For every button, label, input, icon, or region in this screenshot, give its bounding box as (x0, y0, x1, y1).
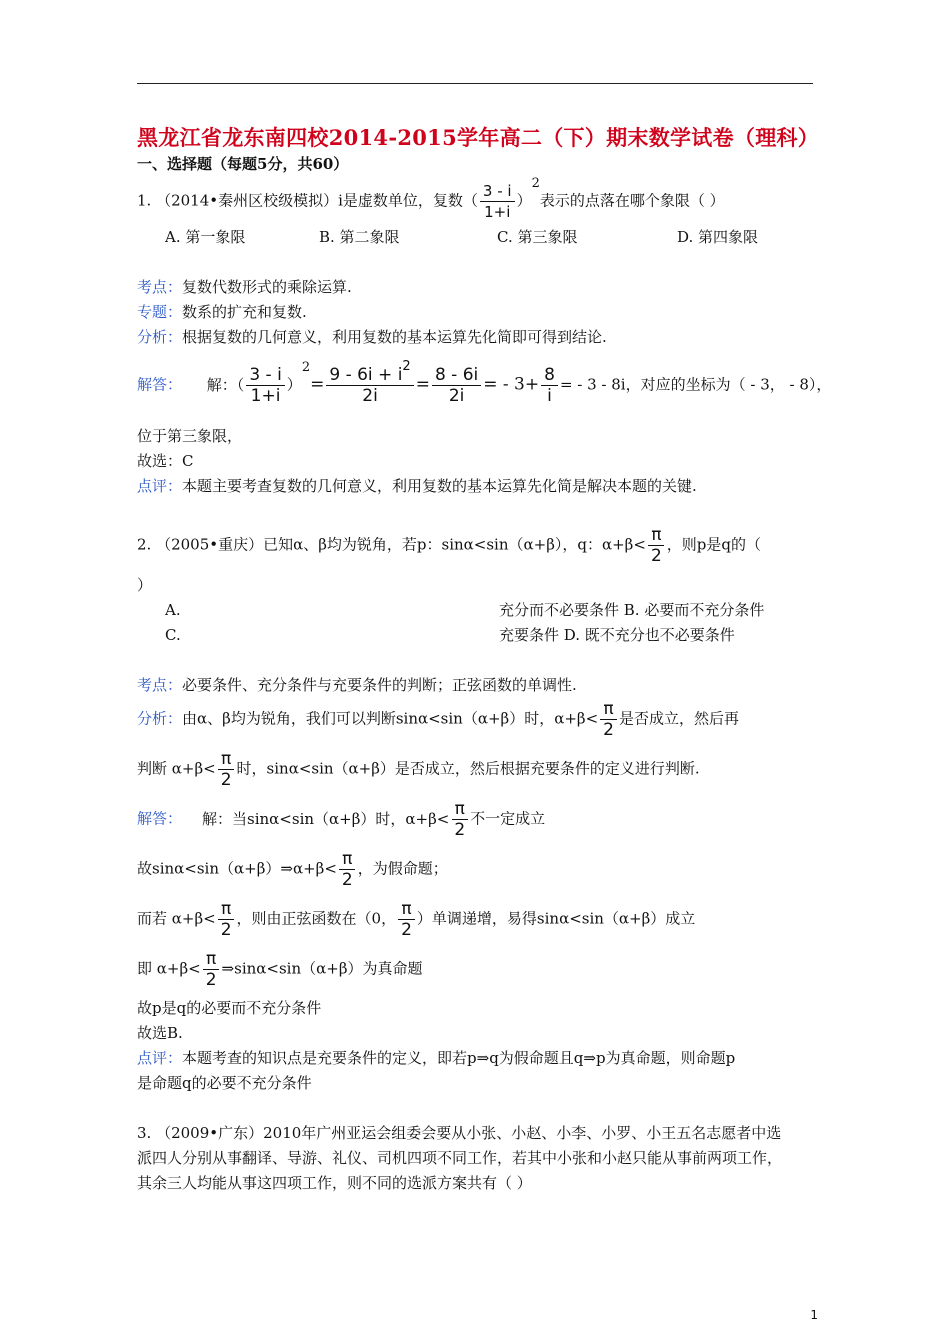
q2-fenxi-line-2 (137, 750, 700, 789)
q2-dianping (137, 1048, 735, 1068)
q2-l3-text-c: ）单调递增，易得sinα<sin（α+β）成立 (416, 909, 696, 928)
fenxi-label: 分析： (137, 709, 183, 728)
pi-num: π (218, 750, 234, 770)
q1-jieda-eq-2: = (415, 374, 430, 395)
q1-jieda-paren: ） (286, 375, 302, 394)
zhuanti-label: 专题： (137, 303, 183, 321)
q2-jieda-text-a: 解：当sinα<sin（α+β）时，α+β< (202, 809, 450, 828)
q1-option-d: D. 第四象限 (677, 228, 759, 246)
kaodian-label: 考点： (137, 676, 183, 694)
pi-num: π (203, 950, 219, 970)
pi-den: 2 (205, 970, 217, 990)
q2-jieda-line-5: 故p是q的必要而不充分条件 (137, 999, 322, 1017)
pi-den: 2 (220, 770, 232, 790)
q2-dianping-text: 本题考查的知识点是充要条件的定义，即若p⇒q为假命题且q⇒p为真命题，则命题p (182, 1049, 736, 1067)
q1-paren: ） (516, 191, 532, 210)
pi-den: 2 (401, 920, 412, 940)
q1-stem-text: 1. （2014•秦州区校级模拟）i是虚数单位，复数（ (137, 191, 478, 210)
fenxi-label: 分析： (137, 328, 183, 346)
pi-den: 2 (341, 870, 353, 890)
q1-jieda-exponent-2: 2 (402, 359, 411, 374)
q2-option-a-b: 充分而不必要条件 B. 必要而不充分条件 (499, 601, 765, 619)
q1-jieda-fraction-4-num: 8 (541, 366, 558, 386)
jieda-label: 解答： (137, 809, 183, 828)
dianping-label: 点评： (137, 1049, 183, 1067)
q1-jieda-fraction-2-den: 2i (362, 386, 378, 406)
q1-exponent: 2 (531, 176, 540, 191)
q1-zhuanti-text: 数系的扩充和复数. (182, 303, 307, 321)
q2-option-c-d: 充要条件 D. 既不充分也不必要条件 (499, 626, 735, 644)
q2-jieda-line-4 (137, 950, 423, 989)
q2-stem-line-2: ） (137, 576, 153, 594)
pi-num: π (452, 800, 468, 820)
q1-stem-tail: 表示的点落在哪个象限（ ） (539, 191, 725, 210)
q1-option-a: A. 第一象限 (165, 228, 246, 246)
q1-stem (137, 176, 725, 221)
q2-pi-fraction (648, 526, 665, 565)
pi-num: π (600, 700, 616, 720)
pi-den: 2 (220, 920, 232, 940)
q1-dianping-text: 本题主要考查复数的几何意义，利用复数的基本运算先化简是解决本题的关键. (182, 477, 697, 495)
q1-jieda-fraction-1-den: 1+i (250, 386, 281, 406)
q1-jieda-fraction-4-den: i (547, 386, 552, 406)
q1-jieda-fraction-2-num: 9 - 6i + i (329, 365, 403, 385)
header-rule (137, 83, 813, 84)
q2-jieda-line-6: 故选B. (137, 1024, 183, 1042)
q2-stem-text: 2. （2005•重庆）已知α、β均为锐角，若p：sinα<sin（α+β），q：α+β< (137, 535, 646, 554)
q1-fenxi (137, 327, 607, 347)
q2-l4-text-b: ⇒sinα<sin（α+β）为真命题 (221, 959, 423, 978)
q1-jieda-line-3: 故选：C (137, 452, 194, 470)
pi-num: π (218, 900, 234, 920)
q1-kaodian-text: 复数代数形式的乘除运算. (182, 278, 352, 296)
section-heading: 一、选择题（每题5分，共60） (137, 155, 349, 173)
document-title: 黑龙江省龙东南四校2014-2015学年高二（下）期末数学试卷（理科） (137, 125, 820, 150)
q2-dianping-line-2: 是命题q的必要不充分条件 (137, 1074, 312, 1092)
q2-l2-pi-fraction (339, 850, 356, 889)
dianping-label: 点评： (137, 477, 183, 495)
q1-jieda-line-2: 位于第三象限， (137, 427, 243, 445)
q1-jieda-exponent-1: 2 (301, 360, 311, 375)
q1-fenxi-text: 根据复数的几何意义，利用复数的基本运算先化简即可得到结论. (182, 328, 607, 346)
pi-den: 2 (650, 546, 662, 566)
q1-fraction-num: 3 - i (480, 182, 515, 202)
q2-jieda-line-3 (137, 900, 695, 939)
pi-den: 2 (454, 820, 466, 840)
q1-fraction (480, 182, 515, 221)
pi-num: π (339, 850, 355, 870)
q2-fenxi-text-b: 是否成立，然后再 (618, 709, 739, 728)
q2-l3-pi-fraction-1 (218, 900, 235, 939)
q2-stem-tail: ，则p是q的（ (666, 535, 761, 554)
q2-l3-text-a: 而若 α+β< (137, 909, 216, 928)
q1-jieda-mid: = - 3+ (483, 374, 540, 395)
q1-zhuanti (137, 302, 307, 322)
pi-den: 2 (603, 720, 614, 740)
q2-l3-pi-fraction-2 (398, 900, 415, 939)
q2-fenxi (137, 700, 739, 739)
q2-l4-pi-fraction (203, 950, 220, 989)
q2-kaodian-text: 必要条件、充分条件与充要条件的判断；正弦函数的单调性. (182, 676, 577, 694)
q2-l3-text-b: ，则由正弦函数在（0， (236, 909, 397, 928)
q1-jieda-fraction-3-den: 2i (448, 386, 465, 406)
q2-fenxi-text-a: 由α、β均为锐角，我们可以判断sinα<sin（α+β）时，α+β< (182, 709, 599, 728)
q2-fenxi2-text-a: 判断 α+β< (137, 759, 216, 778)
q2-fenxi2-pi-fraction (218, 750, 235, 789)
q2-stem (137, 526, 761, 565)
q1-jieda-fraction-4 (541, 366, 558, 405)
pi-num: π (648, 526, 664, 546)
q1-jieda-fraction-1 (246, 366, 284, 405)
q1-fraction-den: 1+i (484, 203, 511, 221)
q1-option-c: C. 第三象限 (497, 228, 578, 246)
q1-jieda-fraction-1-num: 3 - i (246, 366, 284, 386)
q1-jieda (137, 359, 832, 406)
q1-jieda-start: 解：（ (206, 375, 245, 394)
q1-jieda-eq-1: = (310, 374, 325, 395)
q1-kaodian (137, 277, 352, 297)
q2-kaodian (137, 675, 577, 695)
page-number: 1 (810, 1308, 818, 1322)
q2-jieda-text-b: 不一定成立 (470, 809, 546, 828)
q2-option-c-label: C. (165, 626, 181, 644)
q2-l2-text-a: 故sinα<sin（α+β）⇒α+β< (137, 859, 337, 878)
q3-line-1: 3. （2009•广东）2010年广州亚运会组委会要从小张、小赵、小李、小罗、小王五名志愿者中选 (137, 1124, 782, 1142)
q1-jieda-fraction-3-num: 8 - 6i (432, 366, 481, 386)
q1-jieda-tail: = - 3 - 8i，对应的坐标为（ - 3， - 8）， (559, 375, 832, 394)
q3-line-2: 派四人分别从事翻译、导游、礼仪、司机四项不同工作，若其中小张和小赵只能从事前两项工作， (137, 1149, 783, 1167)
q1-jieda-fraction-2 (326, 359, 413, 406)
q1-jieda-fraction-3 (432, 366, 481, 405)
jieda-label: 解答： (137, 375, 183, 394)
q3-line-3: 其余三人均能从事这四项工作，则不同的选派方案共有（ ） (137, 1174, 532, 1192)
q1-dianping (137, 476, 697, 496)
kaodian-label: 考点： (137, 278, 183, 296)
q2-jieda-pi-fraction (451, 800, 468, 839)
q2-fenxi-pi-fraction (600, 700, 617, 739)
q1-option-b: B. 第二象限 (319, 228, 400, 246)
q2-jieda (137, 800, 545, 839)
pi-num: π (398, 900, 414, 920)
q2-jieda-line-2 (137, 850, 448, 889)
q2-option-a-label: A. (165, 601, 181, 619)
q2-l4-text-a: 即 α+β< (137, 959, 201, 978)
q2-fenxi2-text-b: 时，sinα<sin（α+β）是否成立，然后根据充要条件的定义进行判断. (236, 759, 700, 778)
q2-l2-text-b: ，为假命题； (357, 859, 448, 878)
